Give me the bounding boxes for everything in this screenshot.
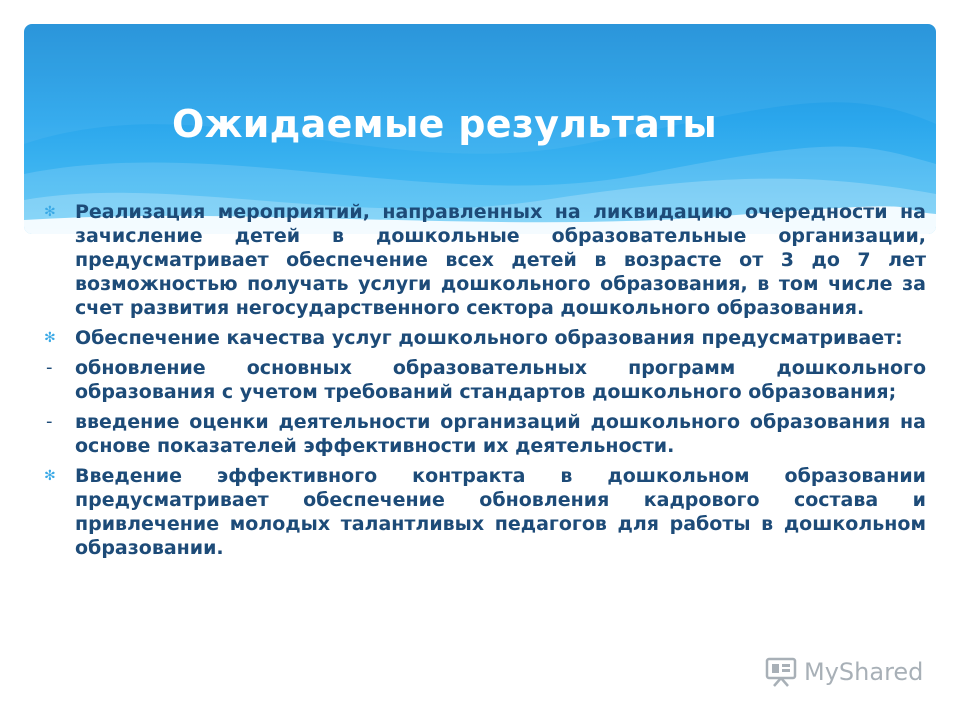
list-item [44, 410, 926, 458]
list-item [44, 200, 926, 320]
bullet-list [44, 200, 926, 566]
projector-screen-icon [764, 656, 798, 688]
bullet-dash: - [46, 411, 53, 432]
bullet-dash: - [46, 357, 53, 378]
watermark-text: MyShared [804, 658, 924, 686]
list-item [44, 464, 926, 560]
list-item [44, 326, 926, 350]
list-item-text: Обеспечение качества услуг дошкольного образования предусматривает: [75, 327, 903, 349]
page-title: Ожидаемые результаты [172, 102, 718, 146]
watermark-logo [764, 654, 923, 690]
list-item-text: Реализация мероприятий, направленных на ликвидацию очередности на зачисление детей в дошкольные образовательные организации, предусматривает обеспечение всех детей в возрасте от 3 до 7 лет возможностью получать услуги дошкольного образования, в том числе за счет развития негосударственного сектора дошкольного образования. [75, 201, 926, 319]
list-item-text: введение оценки деятельности организаций дошкольного образования на основе показателей эффективности их деятельности. [75, 411, 926, 457]
bullet-star-icon: ✻ [44, 330, 56, 346]
bullet-star-icon: ✻ [44, 468, 56, 484]
list-item-text: обновление основных образовательных программ дошкольного образования с учетом требований стандартов дошкольного образования; [75, 357, 926, 403]
bullet-star-icon: ✻ [44, 204, 56, 220]
list-item [44, 356, 926, 404]
list-item-text: Введение эффективного контракта в дошкольном образовании предусматривает обеспечение обновления кадрового состава и привлечение молодых талантливых педагогов для работы в дошкольном образовании. [75, 465, 926, 559]
